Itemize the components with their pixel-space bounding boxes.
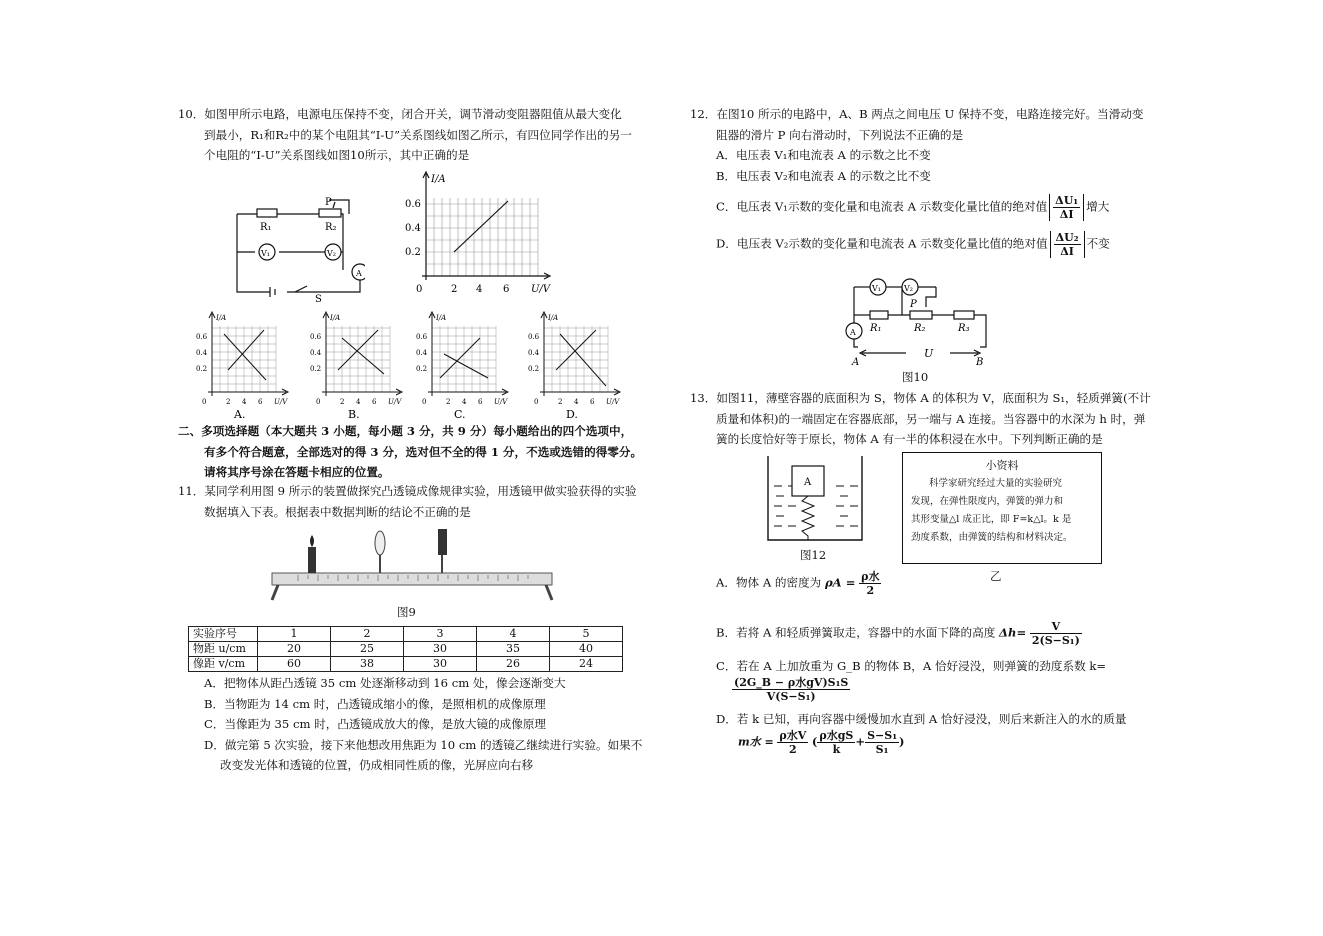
q13-fig-caption: 图12 — [800, 548, 827, 562]
small-graph-xtick: 2 — [226, 398, 231, 406]
q13-info-box — [902, 452, 1102, 564]
small-graph-xlabel: U/V — [274, 398, 288, 406]
option-graph-label: B. — [348, 408, 360, 420]
small-graph-xlabel: U/V — [494, 398, 508, 406]
q11-fig-caption: 图9 — [397, 605, 416, 619]
q10-line3: 个电阻的“I-U”关系图线如图10所示，其中正确的是 — [204, 148, 470, 162]
small-graph-xtick: 6 — [258, 398, 263, 406]
q12-v1-label: V₁ — [872, 284, 881, 293]
small-graph-xtick: 0 — [422, 398, 427, 406]
q10-s-label: S — [315, 294, 322, 302]
q10-r2-label: R₂ — [325, 222, 337, 233]
table-cell: 35 — [477, 642, 550, 657]
table-row — [189, 627, 623, 642]
q10-a-label: A — [356, 269, 362, 278]
q11-option-a: A．把物体从距凸透镜 35 cm 处逐渐移动到 16 cm 处，像会逐渐变大 — [204, 676, 566, 690]
q12-circuit-diagram — [840, 275, 995, 367]
table-cell: 30 — [404, 642, 477, 657]
small-graph-xtick: 4 — [574, 398, 579, 406]
small-graph-xtick: 4 — [356, 398, 361, 406]
q10-circuit-diagram — [225, 192, 365, 302]
table-cell: 24 — [550, 657, 623, 672]
small-graph-xtick: 2 — [340, 398, 345, 406]
q10-v1-label: V₁ — [261, 249, 270, 258]
q11-stem — [178, 481, 648, 522]
right-column — [690, 104, 1155, 258]
q11-option-d-cont: 改变发光体和透镜的位置，仍成相同性质的像，光屏应向右移 — [220, 758, 534, 772]
q10-main-xtick: 4 — [476, 284, 483, 295]
table-cell: 物距 u/cm — [189, 642, 258, 657]
small-graph-xlabel: U/V — [606, 398, 620, 406]
q12-line2: 阻器的滑片 P 向右滑动时，下列说法不正确的是 — [716, 127, 964, 142]
q10-main-ytick: 0.6 — [405, 199, 421, 210]
small-graph-xlabel: U/V — [388, 398, 402, 406]
table-cell: 38 — [331, 657, 404, 672]
q12-line1: 12．在图10 所示的电路中，A、B 两点之间电压 U 保持不变，电路连接完好。当滑动变 — [690, 107, 1144, 121]
section2-line3: 请将其序号涂在答题卡相应的位置。 — [204, 465, 390, 479]
option-graph-label: A. — [234, 408, 246, 420]
small-graph-xtick: 0 — [316, 398, 321, 406]
info-text-line: 发现，在弹性限度内，弹簧的弹力和 — [911, 496, 1064, 507]
table-row — [189, 642, 623, 657]
q12-u-label: U — [924, 347, 934, 360]
small-graph-ytick: 0.6 — [416, 333, 428, 341]
option-graph-label: D. — [566, 408, 578, 420]
left-column — [178, 104, 638, 166]
small-graph-xtick: 2 — [446, 398, 451, 406]
table-cell: 3 — [404, 627, 477, 642]
q11-data-table — [188, 626, 623, 672]
small-graph-xtick: 0 — [202, 398, 207, 406]
table-cell: 40 — [550, 642, 623, 657]
table-cell: 26 — [477, 657, 550, 672]
table-cell: 25 — [331, 642, 404, 657]
small-graph-xtick: 4 — [462, 398, 467, 406]
small-graph-xtick: 6 — [372, 398, 377, 406]
q13-block-label: A — [804, 477, 812, 488]
small-graph-ylabel: I/A — [548, 314, 559, 322]
small-graph-ytick: 0.6 — [528, 333, 540, 341]
info-text-line: 劲度系数，由弹簧的结构和材料决定。 — [911, 532, 1073, 543]
table-cell: 5 — [550, 627, 623, 642]
table-cell: 4 — [477, 627, 550, 642]
q13-options — [716, 570, 1156, 756]
option-graph-label: C. — [454, 408, 466, 420]
small-graph-ytick: 0.6 — [196, 333, 208, 341]
small-graph-ytick: 0.4 — [196, 349, 208, 357]
table-cell: 2 — [331, 627, 404, 642]
q13-option-c: C．若在 A 上加放重为 G_B 的物体 B，A 恰好浸没，则弹簧的劲度系数 k= $\frac{\text{(2G\_B − ρ水gV)S₁S}}{\text{V(S−S₁)}}$ — [716, 659, 1107, 703]
q11-line2: 数据填入下表。根据表中数据判断的结论不正确的是 — [204, 504, 471, 519]
q10-line2: 到最小，R₁和R₂中的某个电阻其“I-U”关系图线如图乙所示，有四位同学作出的另一 — [204, 127, 632, 142]
q10-main-graph — [403, 168, 553, 300]
q12-r2-label: R₂ — [914, 323, 926, 334]
small-graph-ylabel: I/A — [436, 314, 447, 322]
small-graph-xtick: 4 — [242, 398, 247, 406]
option-graph-c — [416, 312, 508, 420]
q12-point-b-label: B — [976, 357, 984, 367]
q12-point-a-label: A — [852, 357, 860, 367]
q10-option-graphs — [188, 308, 648, 420]
q12-option-d: D．电压表 V₂示数的变化量和电流表 A 示数变化量比值的绝对值 $\frac{\text{ΔU₂}}{\Delta I}$ 不变 — [716, 231, 1110, 258]
graph-line — [224, 334, 266, 380]
info-text-line: 其形变量△l 成正比，即 F=k△l。k 是 — [911, 514, 1072, 525]
q11-options — [178, 673, 648, 776]
small-graph-ytick: 0.6 — [310, 333, 322, 341]
q12-r1-label: R₁ — [870, 323, 882, 334]
graph-line — [342, 338, 384, 374]
table-cell: 30 — [404, 657, 477, 672]
small-graph-ylabel: I/A — [216, 314, 227, 322]
q13-container-figure — [762, 452, 870, 544]
q12-r3-label: R₃ — [958, 323, 970, 334]
q10-p-label: P — [325, 197, 332, 208]
section2-line2: 有多个符合题意，全部选对的得 3 分，选对但不全的得 1 分，不选或选错的得零分。 — [204, 444, 643, 459]
q12-fig-caption: 图10 — [902, 370, 929, 384]
q11-line1: 11．某同学利用图 9 所示的装置做探究凸透镜成像规律实验，用透镜甲做实验获得的实验 — [178, 484, 637, 498]
q10-main-xtick: 6 — [503, 284, 510, 295]
q12-v2-label: V₂ — [904, 284, 913, 293]
option-graph-d — [528, 312, 620, 420]
q13-stem — [690, 388, 1155, 450]
table-cell: 实验序号 — [189, 627, 258, 642]
q10-main-ylabel: I/A — [431, 174, 446, 185]
q11-optical-bench — [268, 525, 558, 605]
small-graph-ytick: 0.2 — [528, 365, 540, 373]
q10-main-ytick: 0.2 — [405, 247, 421, 258]
q10-main-ytick: 0.4 — [405, 223, 421, 234]
option-graph-a — [196, 312, 288, 420]
q10-line1: 10．如图甲所示电路，电源电压保持不变，闭合开关，调节滑动变阻器阻值从最大变化 — [178, 107, 622, 121]
q12-option-b: B．电压表 V₂和电流表 A 的示数之比不变 — [716, 168, 931, 183]
q13-option-d: D．若 k 已知，再向容器中缓慢加水直到 A 恰好浸没，则后来新注入的水的质量 m水 = $\frac{\text{ρ水V}}{2}$ ( $\frac{\text{ρ水gS}}{k}$ + $\frac{\text{S−S₁}}{\text{S₁}}$ ) — [716, 712, 1127, 756]
small-graph-xtick: 0 — [534, 398, 539, 406]
q13-line2: 质量和体积)的一端固定在容器底部，另一端与 A 连接。当容器中的水深为 h 时，弹 — [716, 411, 1146, 426]
q13-option-a: A．物体 A 的密度为 ρA = $\frac{\text{ρ水}}{2}$ — [716, 570, 880, 597]
small-graph-ytick: 0.4 — [310, 349, 322, 357]
q12-option-c: C．电压表 V₁示数的变化量和电流表 A 示数变化量比值的绝对值 $\frac{\text{ΔU₁}}{\Delta I}$ 增大 — [716, 194, 1110, 221]
q12-p-label: P — [910, 299, 917, 310]
small-graph-ylabel: I/A — [330, 314, 341, 322]
q10-v2-label: V₂ — [327, 249, 336, 258]
table-cell: 1 — [258, 627, 331, 642]
small-graph-xtick: 6 — [478, 398, 483, 406]
info-text-line: 科学家研究经过大量的实验研究 — [929, 478, 1063, 489]
table-cell: 像距 v/cm — [189, 657, 258, 672]
q13-line3: 簧的长度恰好等于原长，物体 A 有一半的体积浸在水中。下列判断正确的是 — [716, 432, 1103, 446]
small-graph-ytick: 0.4 — [528, 349, 540, 357]
small-graph-ytick: 0.2 — [196, 365, 208, 373]
section2-line1: 二、多项选择题（本大题共 3 小题，每小题 3 分，共 9 分）每小题给出的四个选项中， — [178, 424, 633, 438]
q10-main-xtick: 2 — [451, 284, 458, 295]
table-cell: 60 — [258, 657, 331, 672]
q13-info-caption: 乙 — [990, 569, 1002, 583]
small-graph-ytick: 0.2 — [310, 365, 322, 373]
option-graph-b — [310, 312, 402, 420]
q10-r1-label: R₁ — [260, 222, 272, 233]
q11-option-d: D．做完第 5 次实验，接下来他想改用焦距为 10 cm 的透镜乙继续进行实验。如果不 — [204, 737, 643, 752]
q11-option-b: B．当物距为 14 cm 时，凸透镜成缩小的像，是照相机的成像原理 — [204, 696, 546, 711]
small-graph-ytick: 0.2 — [416, 365, 428, 373]
graph-line — [444, 354, 488, 378]
table-cell: 20 — [258, 642, 331, 657]
q12-a-label: A — [850, 328, 856, 337]
q12-option-a: A．电压表 V₁和电流表 A 的示数之比不变 — [716, 148, 931, 162]
small-graph-ytick: 0.4 — [416, 349, 428, 357]
section2-heading — [178, 421, 648, 483]
small-graph-xtick: 6 — [590, 398, 595, 406]
info-title: 小资料 — [985, 459, 1019, 472]
q11-option-c: C．当像距为 35 cm 时，凸透镜成放大的像，是放大镜的成像原理 — [204, 717, 547, 731]
q13-option-b: B．若将 A 和轻质弹簧取走，容器中的水面下降的高度 Δh= $\frac{V}{\text{2(S−S₁)}}$ — [716, 620, 1080, 647]
q10-main-xtick: 0 — [416, 284, 423, 295]
small-graph-xtick: 2 — [558, 398, 563, 406]
q13-line1: 13．如图11，薄壁容器的底面积为 S，物体 A 的体积为 V，底面积为 S₁，轻质弹簧(不计 — [690, 391, 1151, 405]
q10-main-xlabel: U/V — [531, 284, 551, 295]
table-row — [189, 657, 623, 672]
